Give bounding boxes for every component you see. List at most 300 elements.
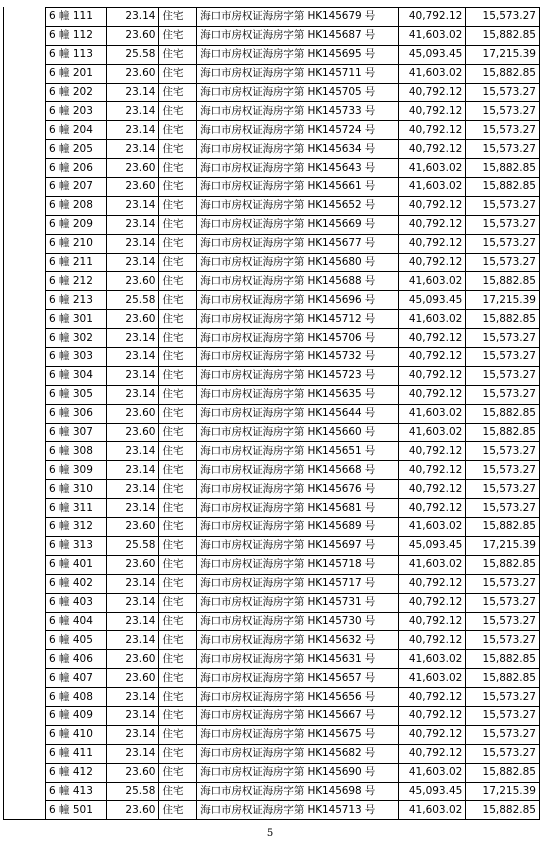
table-row: [46, 178, 540, 197]
total-price-cell: 41,603.02: [399, 26, 466, 45]
unit-price-cell: 15,882.85: [466, 763, 540, 782]
total-price-cell: 40,792.12: [399, 140, 466, 159]
use-cell: 住宅: [159, 725, 197, 744]
table-row: [46, 612, 540, 631]
total-price-cell: 40,792.12: [399, 366, 466, 385]
area-cell: 23.14: [107, 480, 159, 499]
use-cell: 住宅: [159, 744, 197, 763]
certificate-cell: 海口市房权证海房字第 HK145713 号: [197, 801, 399, 820]
certificate-cell: 海口市房权证海房字第 HK145634 号: [197, 140, 399, 159]
unit-price-cell: 15,573.27: [466, 83, 540, 102]
use-cell: 住宅: [159, 234, 197, 253]
total-price-cell: 40,792.12: [399, 329, 466, 348]
certificate-cell: 海口市房权证海房字第 HK145706 号: [197, 329, 399, 348]
certificate-cell: 海口市房权证海房字第 HK145631 号: [197, 650, 399, 669]
use-cell: 住宅: [159, 196, 197, 215]
area-cell: 23.14: [107, 196, 159, 215]
area-cell: 23.14: [107, 121, 159, 140]
certificate-cell: 海口市房权证海房字第 HK145688 号: [197, 272, 399, 291]
unit-cell: 6 幢 308: [46, 442, 107, 461]
area-cell: 23.14: [107, 215, 159, 234]
unit-price-cell: 15,573.27: [466, 499, 540, 518]
area-cell: 23.14: [107, 348, 159, 367]
total-price-cell: 40,792.12: [399, 385, 466, 404]
use-cell: 住宅: [159, 404, 197, 423]
area-cell: 23.60: [107, 159, 159, 178]
certificate-cell: 海口市房权证海房字第 HK145730 号: [197, 612, 399, 631]
use-cell: 住宅: [159, 631, 197, 650]
unit-price-cell: 15,573.27: [466, 461, 540, 480]
area-cell: 23.60: [107, 423, 159, 442]
unit-cell: 6 幢 112: [46, 26, 107, 45]
table-row: [46, 669, 540, 688]
unit-cell: 6 幢 209: [46, 215, 107, 234]
certificate-cell: 海口市房权证海房字第 HK145679 号: [197, 8, 399, 27]
unit-price-cell: 15,882.85: [466, 64, 540, 83]
certificate-cell: 海口市房权证海房字第 HK145676 号: [197, 480, 399, 499]
unit-price-cell: 15,573.27: [466, 215, 540, 234]
unit-price-cell: 15,573.27: [466, 725, 540, 744]
unit-price-cell: 15,882.85: [466, 555, 540, 574]
area-cell: 23.60: [107, 801, 159, 820]
table-row: [46, 763, 540, 782]
unit-cell: 6 幢 201: [46, 64, 107, 83]
certificate-cell: 海口市房权证海房字第 HK145667 号: [197, 706, 399, 725]
use-cell: 住宅: [159, 8, 197, 27]
use-cell: 住宅: [159, 253, 197, 272]
unit-price-cell: 15,573.27: [466, 574, 540, 593]
unit-price-cell: 15,573.27: [466, 234, 540, 253]
total-price-cell: 45,093.45: [399, 45, 466, 64]
unit-cell: 6 幢 412: [46, 763, 107, 782]
certificate-cell: 海口市房权证海房字第 HK145652 号: [197, 196, 399, 215]
use-cell: 住宅: [159, 801, 197, 820]
unit-price-cell: 15,573.27: [466, 442, 540, 461]
area-cell: 25.58: [107, 536, 159, 555]
table-row: [46, 574, 540, 593]
unit-cell: 6 幢 405: [46, 631, 107, 650]
unit-price-cell: 15,573.27: [466, 385, 540, 404]
certificate-cell: 海口市房权证海房字第 HK145712 号: [197, 310, 399, 329]
unit-price-cell: 17,215.39: [466, 782, 540, 801]
area-cell: 23.14: [107, 385, 159, 404]
area-cell: 23.60: [107, 650, 159, 669]
table-row: [46, 121, 540, 140]
unit-cell: 6 幢 311: [46, 499, 107, 518]
unit-price-cell: 15,573.27: [466, 8, 540, 27]
area-cell: 23.14: [107, 725, 159, 744]
certificate-cell: 海口市房权证海房字第 HK145644 号: [197, 404, 399, 423]
unit-cell: 6 幢 306: [46, 404, 107, 423]
certificate-cell: 海口市房权证海房字第 HK145687 号: [197, 26, 399, 45]
table-row: [46, 310, 540, 329]
area-cell: 23.14: [107, 329, 159, 348]
use-cell: 住宅: [159, 329, 197, 348]
total-price-cell: 41,603.02: [399, 404, 466, 423]
area-cell: 23.60: [107, 518, 159, 537]
unit-cell: 6 幢 401: [46, 555, 107, 574]
use-cell: 住宅: [159, 650, 197, 669]
area-cell: 23.60: [107, 310, 159, 329]
total-price-cell: 40,792.12: [399, 499, 466, 518]
unit-cell: 6 幢 204: [46, 121, 107, 140]
unit-price-cell: 15,573.27: [466, 593, 540, 612]
property-table-body: [46, 8, 540, 820]
table-row: [46, 366, 540, 385]
unit-price-cell: 15,573.27: [466, 329, 540, 348]
table-row: [46, 329, 540, 348]
area-cell: 23.14: [107, 234, 159, 253]
area-cell: 23.14: [107, 8, 159, 27]
unit-price-cell: 15,882.85: [466, 272, 540, 291]
use-cell: 住宅: [159, 442, 197, 461]
certificate-cell: 海口市房权证海房字第 HK145732 号: [197, 348, 399, 367]
total-price-cell: 40,792.12: [399, 8, 466, 27]
total-price-cell: 41,603.02: [399, 423, 466, 442]
total-price-cell: 45,093.45: [399, 291, 466, 310]
unit-cell: 6 幢 111: [46, 8, 107, 27]
table-row: [46, 423, 540, 442]
certificate-cell: 海口市房权证海房字第 HK145660 号: [197, 423, 399, 442]
unit-cell: 6 幢 407: [46, 669, 107, 688]
total-price-cell: 40,792.12: [399, 102, 466, 121]
total-price-cell: 40,792.12: [399, 744, 466, 763]
unit-price-cell: 15,882.85: [466, 650, 540, 669]
unit-price-cell: 15,573.27: [466, 121, 540, 140]
unit-cell: 6 幢 210: [46, 234, 107, 253]
use-cell: 住宅: [159, 215, 197, 234]
total-price-cell: 40,792.12: [399, 612, 466, 631]
total-price-cell: 40,792.12: [399, 215, 466, 234]
unit-cell: 6 幢 305: [46, 385, 107, 404]
area-cell: 25.58: [107, 45, 159, 64]
use-cell: 住宅: [159, 140, 197, 159]
use-cell: 住宅: [159, 64, 197, 83]
table-row: [46, 555, 540, 574]
unit-cell: 6 幢 402: [46, 574, 107, 593]
total-price-cell: 40,792.12: [399, 253, 466, 272]
use-cell: 住宅: [159, 366, 197, 385]
unit-price-cell: 15,882.85: [466, 404, 540, 423]
table-row: [46, 291, 540, 310]
certificate-cell: 海口市房权证海房字第 HK145681 号: [197, 499, 399, 518]
use-cell: 住宅: [159, 121, 197, 140]
area-cell: 23.60: [107, 555, 159, 574]
area-cell: 23.14: [107, 574, 159, 593]
unit-price-cell: 15,573.27: [466, 631, 540, 650]
table-row: [46, 442, 540, 461]
use-cell: 住宅: [159, 385, 197, 404]
use-cell: 住宅: [159, 423, 197, 442]
total-price-cell: 41,603.02: [399, 310, 466, 329]
table-row: [46, 45, 540, 64]
total-price-cell: 41,603.02: [399, 801, 466, 820]
certificate-cell: 海口市房权证海房字第 HK145717 号: [197, 574, 399, 593]
total-price-cell: 40,792.12: [399, 196, 466, 215]
area-cell: 23.14: [107, 688, 159, 707]
use-cell: 住宅: [159, 782, 197, 801]
certificate-cell: 海口市房权证海房字第 HK145682 号: [197, 744, 399, 763]
unit-cell: 6 幢 303: [46, 348, 107, 367]
certificate-cell: 海口市房权证海房字第 HK145695 号: [197, 45, 399, 64]
total-price-cell: 40,792.12: [399, 480, 466, 499]
use-cell: 住宅: [159, 536, 197, 555]
table-row: [46, 140, 540, 159]
unit-cell: 6 幢 206: [46, 159, 107, 178]
unit-cell: 6 幢 406: [46, 650, 107, 669]
total-price-cell: 40,792.12: [399, 234, 466, 253]
unit-cell: 6 幢 413: [46, 782, 107, 801]
area-cell: 23.14: [107, 612, 159, 631]
unit-cell: 6 幢 211: [46, 253, 107, 272]
unit-cell: 6 幢 205: [46, 140, 107, 159]
use-cell: 住宅: [159, 272, 197, 291]
area-cell: 23.14: [107, 253, 159, 272]
unit-price-cell: 15,882.85: [466, 26, 540, 45]
certificate-cell: 海口市房权证海房字第 HK145718 号: [197, 555, 399, 574]
unit-cell: 6 幢 213: [46, 291, 107, 310]
left-border-line: [3, 7, 4, 819]
use-cell: 住宅: [159, 291, 197, 310]
unit-cell: 6 幢 404: [46, 612, 107, 631]
unit-cell: 6 幢 409: [46, 706, 107, 725]
table-row: [46, 272, 540, 291]
total-price-cell: 41,603.02: [399, 555, 466, 574]
unit-price-cell: 15,573.27: [466, 140, 540, 159]
unit-cell: 6 幢 410: [46, 725, 107, 744]
area-cell: 23.60: [107, 26, 159, 45]
property-table: [45, 7, 540, 820]
use-cell: 住宅: [159, 555, 197, 574]
total-price-cell: 41,603.02: [399, 159, 466, 178]
unit-price-cell: 15,882.85: [466, 669, 540, 688]
bottom-border-line: [3, 819, 537, 820]
use-cell: 住宅: [159, 669, 197, 688]
use-cell: 住宅: [159, 763, 197, 782]
unit-price-cell: 15,882.85: [466, 423, 540, 442]
unit-cell: 6 幢 207: [46, 178, 107, 197]
area-cell: 23.14: [107, 442, 159, 461]
area-cell: 23.14: [107, 706, 159, 725]
area-cell: 23.14: [107, 83, 159, 102]
table-row: [46, 782, 540, 801]
unit-cell: 6 幢 501: [46, 801, 107, 820]
area-cell: 23.60: [107, 763, 159, 782]
unit-cell: 6 幢 307: [46, 423, 107, 442]
certificate-cell: 海口市房权证海房字第 HK145643 号: [197, 159, 399, 178]
use-cell: 住宅: [159, 310, 197, 329]
table-row: [46, 631, 540, 650]
total-price-cell: 41,603.02: [399, 272, 466, 291]
use-cell: 住宅: [159, 102, 197, 121]
total-price-cell: 40,792.12: [399, 461, 466, 480]
certificate-cell: 海口市房权证海房字第 HK145705 号: [197, 83, 399, 102]
use-cell: 住宅: [159, 499, 197, 518]
table-row: [46, 461, 540, 480]
total-price-cell: 41,603.02: [399, 178, 466, 197]
use-cell: 住宅: [159, 593, 197, 612]
total-price-cell: 41,603.02: [399, 669, 466, 688]
table-row: [46, 215, 540, 234]
unit-price-cell: 17,215.39: [466, 45, 540, 64]
certificate-cell: 海口市房权证海房字第 HK145669 号: [197, 215, 399, 234]
unit-price-cell: 15,882.85: [466, 159, 540, 178]
table-row: [46, 253, 540, 272]
area-cell: 23.14: [107, 744, 159, 763]
unit-cell: 6 幢 309: [46, 461, 107, 480]
unit-cell: 6 幢 203: [46, 102, 107, 121]
unit-cell: 6 幢 202: [46, 83, 107, 102]
certificate-cell: 海口市房权证海房字第 HK145680 号: [197, 253, 399, 272]
certificate-cell: 海口市房权证海房字第 HK145731 号: [197, 593, 399, 612]
certificate-cell: 海口市房权证海房字第 HK145677 号: [197, 234, 399, 253]
certificate-cell: 海口市房权证海房字第 HK145656 号: [197, 688, 399, 707]
area-cell: 23.14: [107, 593, 159, 612]
table-row: [46, 385, 540, 404]
area-cell: 23.60: [107, 64, 159, 83]
unit-price-cell: 15,573.27: [466, 480, 540, 499]
unit-cell: 6 幢 403: [46, 593, 107, 612]
unit-cell: 6 幢 113: [46, 45, 107, 64]
table-row: [46, 404, 540, 423]
total-price-cell: 40,792.12: [399, 83, 466, 102]
certificate-cell: 海口市房权证海房字第 HK145689 号: [197, 518, 399, 537]
use-cell: 住宅: [159, 574, 197, 593]
certificate-cell: 海口市房权证海房字第 HK145690 号: [197, 763, 399, 782]
area-cell: 23.60: [107, 178, 159, 197]
area-cell: 23.60: [107, 404, 159, 423]
unit-cell: 6 幢 310: [46, 480, 107, 499]
table-row: [46, 348, 540, 367]
area-cell: 23.14: [107, 366, 159, 385]
table-row: [46, 234, 540, 253]
area-cell: 23.60: [107, 272, 159, 291]
total-price-cell: 40,792.12: [399, 442, 466, 461]
table-row: [46, 706, 540, 725]
unit-price-cell: 15,573.27: [466, 706, 540, 725]
unit-price-cell: 15,573.27: [466, 744, 540, 763]
area-cell: 23.14: [107, 631, 159, 650]
area-cell: 25.58: [107, 291, 159, 310]
certificate-cell: 海口市房权证海房字第 HK145661 号: [197, 178, 399, 197]
unit-price-cell: 15,882.85: [466, 178, 540, 197]
unit-price-cell: 15,573.27: [466, 688, 540, 707]
unit-cell: 6 幢 301: [46, 310, 107, 329]
use-cell: 住宅: [159, 480, 197, 499]
use-cell: 住宅: [159, 688, 197, 707]
table-row: [46, 102, 540, 121]
unit-price-cell: 15,882.85: [466, 518, 540, 537]
table-row: [46, 725, 540, 744]
table-row: [46, 650, 540, 669]
unit-cell: 6 幢 212: [46, 272, 107, 291]
use-cell: 住宅: [159, 348, 197, 367]
certificate-cell: 海口市房权证海房字第 HK145724 号: [197, 121, 399, 140]
unit-price-cell: 15,573.27: [466, 348, 540, 367]
table-row: [46, 499, 540, 518]
table-row: [46, 801, 540, 820]
certificate-cell: 海口市房权证海房字第 HK145632 号: [197, 631, 399, 650]
total-price-cell: 45,093.45: [399, 536, 466, 555]
total-price-cell: 40,792.12: [399, 688, 466, 707]
area-cell: 23.14: [107, 461, 159, 480]
certificate-cell: 海口市房权证海房字第 HK145635 号: [197, 385, 399, 404]
use-cell: 住宅: [159, 83, 197, 102]
table-row: [46, 536, 540, 555]
total-price-cell: 40,792.12: [399, 706, 466, 725]
total-price-cell: 40,792.12: [399, 574, 466, 593]
certificate-cell: 海口市房权证海房字第 HK145651 号: [197, 442, 399, 461]
total-price-cell: 41,603.02: [399, 64, 466, 83]
unit-price-cell: 15,882.85: [466, 801, 540, 820]
use-cell: 住宅: [159, 26, 197, 45]
unit-cell: 6 幢 302: [46, 329, 107, 348]
unit-price-cell: 15,573.27: [466, 196, 540, 215]
page-number: 5: [266, 828, 274, 839]
certificate-cell: 海口市房权证海房字第 HK145696 号: [197, 291, 399, 310]
table-row: [46, 159, 540, 178]
table-row: [46, 64, 540, 83]
unit-price-cell: 15,573.27: [466, 612, 540, 631]
table-row: [46, 83, 540, 102]
total-price-cell: 41,603.02: [399, 763, 466, 782]
certificate-cell: 海口市房权证海房字第 HK145698 号: [197, 782, 399, 801]
unit-cell: 6 幢 208: [46, 196, 107, 215]
area-cell: 23.14: [107, 102, 159, 121]
total-price-cell: 45,093.45: [399, 782, 466, 801]
unit-cell: 6 幢 411: [46, 744, 107, 763]
unit-cell: 6 幢 408: [46, 688, 107, 707]
use-cell: 住宅: [159, 518, 197, 537]
unit-price-cell: 15,573.27: [466, 366, 540, 385]
certificate-cell: 海口市房权证海房字第 HK145657 号: [197, 669, 399, 688]
area-cell: 23.14: [107, 140, 159, 159]
table-row: [46, 593, 540, 612]
table-row: [46, 26, 540, 45]
unit-price-cell: 15,573.27: [466, 253, 540, 272]
unit-cell: 6 幢 304: [46, 366, 107, 385]
use-cell: 住宅: [159, 706, 197, 725]
certificate-cell: 海口市房权证海房字第 HK145668 号: [197, 461, 399, 480]
unit-cell: 6 幢 313: [46, 536, 107, 555]
use-cell: 住宅: [159, 612, 197, 631]
total-price-cell: 40,792.12: [399, 593, 466, 612]
table-row: [46, 480, 540, 499]
certificate-cell: 海口市房权证海房字第 HK145723 号: [197, 366, 399, 385]
unit-price-cell: 17,215.39: [466, 291, 540, 310]
unit-price-cell: 17,215.39: [466, 536, 540, 555]
total-price-cell: 40,792.12: [399, 348, 466, 367]
total-price-cell: 41,603.02: [399, 518, 466, 537]
table-row: [46, 688, 540, 707]
area-cell: 23.14: [107, 499, 159, 518]
area-cell: 25.58: [107, 782, 159, 801]
total-price-cell: 40,792.12: [399, 725, 466, 744]
total-price-cell: 40,792.12: [399, 121, 466, 140]
certificate-cell: 海口市房权证海房字第 HK145733 号: [197, 102, 399, 121]
use-cell: 住宅: [159, 45, 197, 64]
unit-cell: 6 幢 312: [46, 518, 107, 537]
use-cell: 住宅: [159, 461, 197, 480]
table-row: [46, 196, 540, 215]
total-price-cell: 40,792.12: [399, 631, 466, 650]
table-row: [46, 8, 540, 27]
certificate-cell: 海口市房权证海房字第 HK145711 号: [197, 64, 399, 83]
certificate-cell: 海口市房权证海房字第 HK145675 号: [197, 725, 399, 744]
total-price-cell: 41,603.02: [399, 650, 466, 669]
unit-price-cell: 15,573.27: [466, 102, 540, 121]
table-row: [46, 518, 540, 537]
